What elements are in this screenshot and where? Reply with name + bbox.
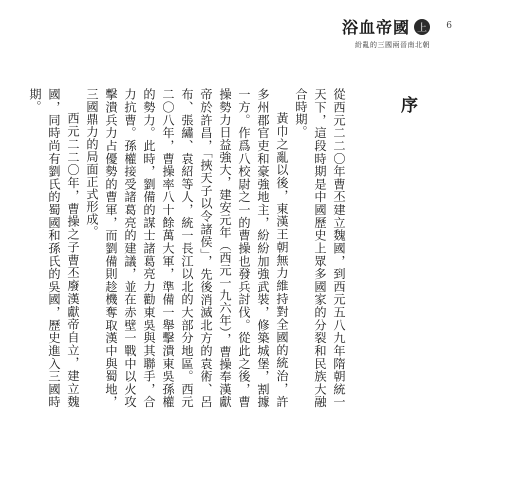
book-title: 浴血帝國 <box>341 18 410 37</box>
header-title-row <box>342 15 430 38</box>
page-number: 6 <box>446 21 452 31</box>
body-text <box>28 88 348 408</box>
running-header <box>342 15 430 50</box>
book-subtitle: 紛亂的三國兩晉南北朝 <box>355 41 430 49</box>
chapter-title: 序 <box>397 96 417 113</box>
paragraph: 西元二二〇年，曹操之子曹丕廢漢獻帝自立，建立魏國，同時尚有劉氏的蜀國和孫氏的吳國，歷史進入三國時期。 <box>28 88 80 408</box>
paragraph: 從西元二二〇年曹丕建立魏國，到西元五八九年隋朝統一天下，這段時期是中國歷史上眾多國家的分裂和民族大融合時期。 <box>294 88 346 408</box>
volume-badge: 上 <box>414 19 430 35</box>
paragraph: 黃巾之亂以後，東漢王朝無力維持對全國的統治，許多州郡官吏和豪強地主，紛紛加強武裝，修築城堡，割據一方。作爲八校尉之一的曹操也發兵討伐。從此之後，曹操勢力日益強大，建安元年（西元一九六年），曹操奉漢獻帝於許昌，「挾天子以令諸侯」，先後消滅北方的袁術、呂布、張繡、袁紹等人，統一長江以北的大部分地區。西元二〇八年，曹操率八十餘萬大軍，準備一舉擊潰東吳孫權的勢力。此時，劉備的謀士諸葛亮力勸東吳與其聯手，合力抗曹。孫權接受諸葛亮的建議，並在赤壁一戰中以火攻擊潰兵力占優勢的曹軍，而劉備則趁機奪取漢中與蜀地，三國鼎力的局面正式形成。 <box>85 88 289 408</box>
